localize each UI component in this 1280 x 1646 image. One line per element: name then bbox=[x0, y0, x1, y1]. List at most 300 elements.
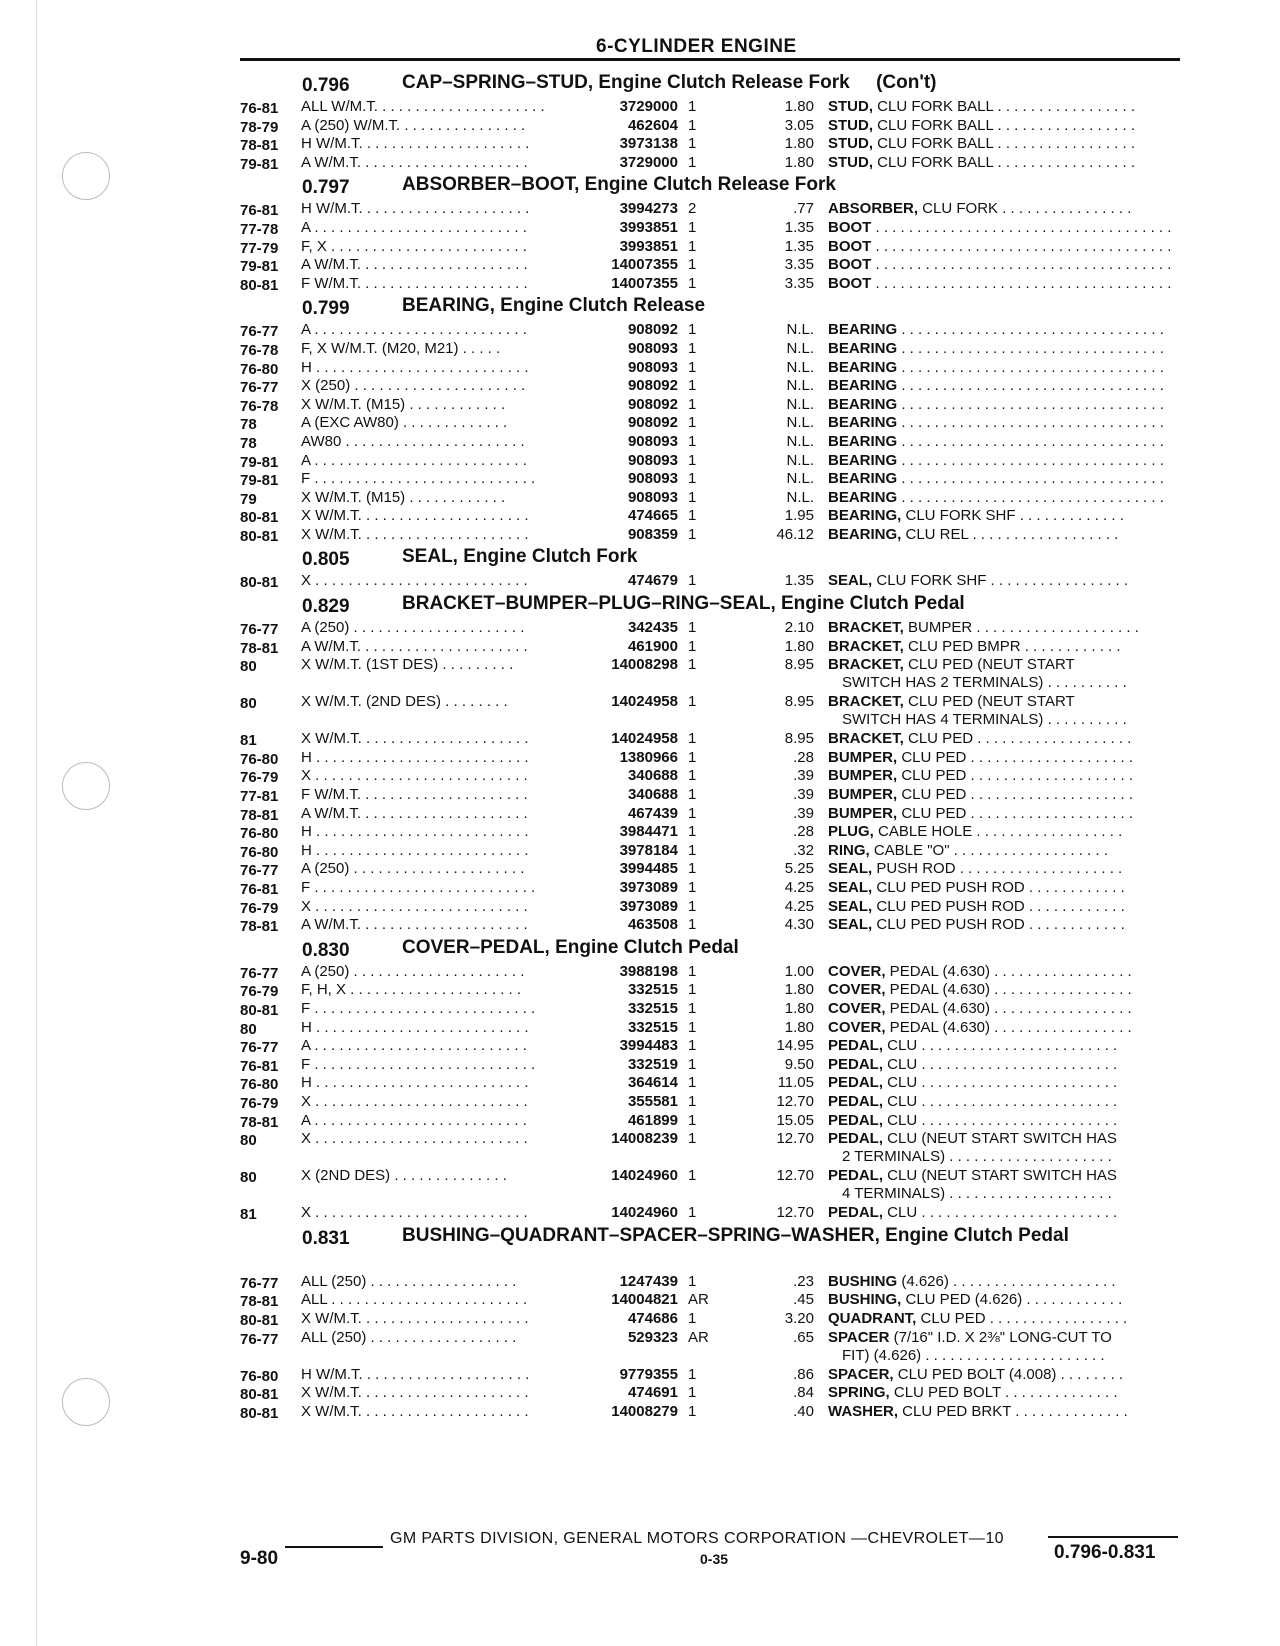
part-name: BRACKET, bbox=[828, 637, 904, 655]
part-detail: CLU PED BMPR . . . . . . . . . . . . bbox=[903, 637, 1121, 655]
part-description bbox=[828, 767, 1183, 785]
model-application: A . . . . . . . . . . . . . . . . . . . . . . . . . . bbox=[301, 1111, 527, 1129]
part-name: BEARING bbox=[828, 414, 898, 432]
part-number: 340688 bbox=[627, 767, 678, 785]
model-years: 79-81 bbox=[240, 472, 279, 490]
part-number: 908093 bbox=[627, 451, 678, 469]
model-application: F, X W/M.T. (M20, M21) . . . . . bbox=[301, 339, 501, 357]
part-name: SPACER bbox=[828, 1328, 890, 1346]
part-number: 3729000 bbox=[619, 153, 678, 171]
quantity: 1 bbox=[688, 395, 697, 413]
model-years: 76-77 bbox=[240, 1039, 279, 1057]
part-description bbox=[828, 200, 1183, 218]
part-description bbox=[828, 749, 1183, 767]
price: .23 bbox=[793, 1272, 814, 1290]
model-application: X W/M.T. . . . . . . . . . . . . . . . . . . . . bbox=[301, 525, 529, 543]
part-number: 14007355 bbox=[611, 256, 678, 274]
part-number: 908093 bbox=[627, 432, 678, 450]
model-application: X . . . . . . . . . . . . . . . . . . . . . . . . . . bbox=[301, 1204, 528, 1222]
part-name: BOOT bbox=[828, 274, 872, 292]
model-years: 76-77 bbox=[240, 621, 279, 639]
part-detail: CLU PED . . . . . . . . . . . . . . . . . . . . bbox=[897, 748, 1134, 766]
footer-group-range: 0.796-0.831 bbox=[1054, 1542, 1156, 1563]
quantity: 1 bbox=[688, 804, 697, 822]
part-detail: CLU PED . . . . . . . . . . . . . . . . . bbox=[916, 1309, 1128, 1327]
price: .28 bbox=[793, 748, 814, 766]
model-application: H W/M.T. . . . . . . . . . . . . . . . . . . . . bbox=[301, 1365, 530, 1383]
part-detail: CLU PED BRKT . . . . . . . . . . . . . . bbox=[898, 1402, 1128, 1420]
price: .39 bbox=[793, 786, 814, 804]
part-name: STUD, bbox=[828, 135, 873, 153]
model-years: 78-79 bbox=[240, 118, 279, 136]
part-description bbox=[828, 470, 1183, 488]
model-years: 76-80 bbox=[240, 1367, 279, 1385]
section-header bbox=[240, 546, 1185, 572]
part-row bbox=[240, 749, 1185, 768]
part-number: 1247439 bbox=[619, 1272, 678, 1290]
part-row bbox=[240, 452, 1185, 471]
quantity: 1 bbox=[688, 879, 697, 896]
model-years: 76-78 bbox=[240, 397, 279, 415]
section-title-text: BEARING, Engine Clutch Release bbox=[402, 295, 706, 317]
price: N.L. bbox=[786, 339, 814, 357]
part-description bbox=[828, 98, 1183, 116]
model-application: H . . . . . . . . . . . . . . . . . . . . . . . . . . bbox=[301, 358, 529, 376]
part-number: 3994485 bbox=[619, 860, 678, 878]
part-detail: . . . . . . . . . . . . . . . . . . . . . . . . . . . . . . . . bbox=[897, 432, 1164, 450]
part-detail: CLU . . . . . . . . . . . . . . . . . . . . . . . . bbox=[883, 1092, 1118, 1110]
part-name: STUD, bbox=[828, 116, 873, 134]
part-row bbox=[240, 693, 1185, 730]
model-years: 81 bbox=[240, 1206, 257, 1224]
quantity: 1 bbox=[688, 470, 697, 488]
part-number: 14007355 bbox=[611, 274, 678, 292]
quantity: 1 bbox=[688, 98, 697, 115]
section-title bbox=[402, 1225, 1142, 1247]
quantity: 1 bbox=[688, 1309, 697, 1327]
part-name: STUD, bbox=[828, 153, 873, 171]
quantity: 1 bbox=[688, 637, 697, 655]
quantity: 1 bbox=[688, 1384, 697, 1402]
part-description bbox=[828, 275, 1183, 293]
model-years: 79 bbox=[240, 490, 257, 508]
part-number: 908359 bbox=[627, 525, 678, 543]
model-application: X W/M.T. (1ST DES) . . . . . . . . . bbox=[301, 656, 514, 674]
section-number: 0.797 bbox=[302, 177, 350, 199]
price: N.L. bbox=[786, 321, 814, 339]
price: 46.12 bbox=[776, 525, 814, 543]
price: 1.35 bbox=[784, 218, 814, 236]
part-row bbox=[240, 321, 1185, 340]
punch-hole-top bbox=[62, 152, 110, 200]
part-number: 3988198 bbox=[619, 962, 678, 980]
part-number: 474665 bbox=[627, 507, 678, 525]
part-number: 14004821 bbox=[611, 1291, 678, 1309]
section-number: 0.796 bbox=[302, 75, 350, 96]
part-detail: CLU (NEUT START SWITCH HAS bbox=[883, 1167, 1117, 1185]
part-name: PEDAL, bbox=[828, 1130, 884, 1148]
part-number: 463508 bbox=[627, 916, 678, 934]
part-name: SEAL, bbox=[828, 860, 873, 878]
quantity: 1 bbox=[688, 507, 697, 525]
footer-page-number: 0-35 bbox=[700, 1551, 729, 1567]
part-number: 474686 bbox=[627, 1309, 678, 1327]
part-name: BEARING bbox=[828, 321, 898, 339]
part-row bbox=[240, 1130, 1185, 1167]
part-name: COVER, bbox=[828, 962, 886, 980]
part-detail: . . . . . . . . . . . . . . . . . . . . . . . . . . . . . . . . bbox=[897, 488, 1164, 506]
part-detail: CLU FORK . . . . . . . . . . . . . . . . bbox=[918, 200, 1132, 218]
model-years: 78-81 bbox=[240, 806, 279, 824]
part-number: 461899 bbox=[627, 1111, 678, 1129]
part-row bbox=[240, 433, 1185, 452]
part-name: COVER, bbox=[828, 1018, 886, 1036]
part-number: 908092 bbox=[627, 321, 678, 339]
section-title bbox=[402, 295, 1142, 317]
part-row bbox=[240, 1056, 1185, 1075]
part-row bbox=[240, 638, 1185, 657]
part-description bbox=[828, 860, 1183, 878]
part-row bbox=[240, 981, 1185, 1000]
part-name: SEAL, bbox=[828, 879, 873, 896]
model-years: 76-79 bbox=[240, 983, 279, 1001]
part-detail: CLU . . . . . . . . . . . . . . . . . . . . . . . . bbox=[883, 1055, 1118, 1073]
model-years: 78-81 bbox=[240, 918, 279, 936]
part-detail: CLU PED . . . . . . . . . . . . . . . . . . . . bbox=[897, 804, 1134, 822]
part-detail: CLU FORK BALL . . . . . . . . . . . . . . . . . bbox=[873, 135, 1136, 153]
part-row bbox=[240, 414, 1185, 433]
model-application: X W/M.T. . . . . . . . . . . . . . . . . . . . . bbox=[301, 1309, 529, 1327]
price: 1.00 bbox=[784, 962, 814, 980]
part-number: 364614 bbox=[627, 1074, 678, 1092]
part-name: COVER, bbox=[828, 981, 886, 999]
part-name: WASHER, bbox=[828, 1402, 899, 1420]
model-application: X . . . . . . . . . . . . . . . . . . . . . . . . . . bbox=[301, 767, 528, 785]
price: 4.25 bbox=[784, 879, 814, 896]
part-number: 908093 bbox=[627, 488, 678, 506]
model-years: 79-81 bbox=[240, 258, 279, 276]
quantity: 1 bbox=[688, 339, 697, 357]
part-name: BEARING bbox=[828, 339, 898, 357]
model-years: 80 bbox=[240, 695, 257, 713]
model-years: 77-81 bbox=[240, 788, 279, 806]
part-description bbox=[828, 414, 1183, 432]
price: .39 bbox=[793, 804, 814, 822]
part-description bbox=[828, 359, 1183, 377]
model-years: 78 bbox=[240, 434, 257, 452]
part-description bbox=[828, 1403, 1183, 1421]
part-detail: PEDAL (4.630) . . . . . . . . . . . . . . . . . bbox=[885, 962, 1132, 980]
part-name: BUMPER, bbox=[828, 786, 898, 804]
quantity: 1 bbox=[688, 525, 697, 543]
model-application: ALL . . . . . . . . . . . . . . . . . . . . . . . . bbox=[301, 1291, 528, 1309]
part-row bbox=[240, 786, 1185, 805]
part-row bbox=[240, 1204, 1185, 1223]
model-years: 76-77 bbox=[240, 1274, 279, 1292]
title-rule bbox=[240, 58, 1180, 61]
model-application: H . . . . . . . . . . . . . . . . . . . . . . . . . . bbox=[301, 1018, 529, 1036]
model-application: ALL W/M.T. . . . . . . . . . . . . . . . . . . . . bbox=[301, 98, 545, 115]
part-description bbox=[828, 396, 1183, 414]
quantity: 1 bbox=[688, 1037, 697, 1055]
model-years: 76-79 bbox=[240, 1094, 279, 1112]
part-detail: CLU . . . . . . . . . . . . . . . . . . . . . . . . bbox=[883, 1037, 1118, 1055]
footer-rule-left bbox=[285, 1546, 383, 1548]
quantity: 1 bbox=[688, 656, 697, 674]
part-number: 14008298 bbox=[611, 656, 678, 674]
part-detail: CABLE "O" . . . . . . . . . . . . . . . . . . . bbox=[869, 841, 1108, 859]
model-years: 76-77 bbox=[240, 862, 279, 880]
part-name: BEARING bbox=[828, 432, 898, 450]
quantity: 1 bbox=[688, 274, 697, 292]
part-description bbox=[828, 433, 1183, 451]
part-description bbox=[828, 963, 1183, 981]
part-row bbox=[240, 1074, 1185, 1093]
part-row bbox=[240, 470, 1185, 489]
model-application: X W/M.T. (M15) . . . . . . . . . . . . bbox=[301, 395, 506, 413]
part-detail: CLU PED . . . . . . . . . . . . . . . . . . . bbox=[903, 730, 1132, 748]
part-detail: CLU REL . . . . . . . . . . . . . . . . . . bbox=[901, 525, 1119, 543]
model-years: 76-79 bbox=[240, 769, 279, 787]
part-row bbox=[240, 1112, 1185, 1131]
part-number: 3994483 bbox=[619, 1037, 678, 1055]
part-number: 9779355 bbox=[619, 1365, 678, 1383]
quantity: 1 bbox=[688, 730, 697, 748]
part-description bbox=[828, 1204, 1183, 1222]
part-row bbox=[240, 805, 1185, 824]
part-number: 14024960 bbox=[611, 1167, 678, 1185]
part-detail: CLU PED . . . . . . . . . . . . . . . . . . . . bbox=[897, 786, 1134, 804]
part-name: BRACKET, bbox=[828, 693, 904, 711]
part-name: BOOT bbox=[828, 256, 872, 274]
model-years: 80 bbox=[240, 1169, 257, 1187]
price: .86 bbox=[793, 1365, 814, 1383]
model-application: F W/M.T. . . . . . . . . . . . . . . . . . . . . bbox=[301, 786, 528, 804]
page-title: 6-CYLINDER ENGINE bbox=[596, 36, 797, 57]
price: 1.35 bbox=[784, 237, 814, 255]
section-header bbox=[240, 72, 1185, 98]
part-name: SEAL, bbox=[828, 572, 873, 590]
price: .84 bbox=[793, 1384, 814, 1402]
model-application: F, X . . . . . . . . . . . . . . . . . . . . . . . . bbox=[301, 237, 527, 255]
part-row bbox=[240, 842, 1185, 861]
part-name: SEAL, bbox=[828, 897, 873, 915]
footer-date: 9-80 bbox=[240, 1548, 279, 1569]
part-row bbox=[240, 767, 1185, 786]
part-name: PEDAL, bbox=[828, 1055, 884, 1073]
model-application: F W/M.T. . . . . . . . . . . . . . . . . . . . . bbox=[301, 274, 528, 292]
part-row bbox=[240, 1093, 1185, 1112]
part-description bbox=[828, 1310, 1183, 1328]
part-number: 462604 bbox=[627, 116, 678, 134]
part-detail: CLU FORK BALL . . . . . . . . . . . . . . . . . bbox=[873, 116, 1136, 134]
model-application: H W/M.T. . . . . . . . . . . . . . . . . . . . . bbox=[301, 135, 530, 153]
model-years: 80 bbox=[240, 1020, 257, 1038]
section-header bbox=[240, 295, 1185, 321]
model-application: A . . . . . . . . . . . . . . . . . . . . . . . . . . bbox=[301, 218, 527, 236]
part-name: BRACKET, bbox=[828, 730, 904, 748]
part-detail: . . . . . . . . . . . . . . . . . . . . . . . . . . . . . . . . . . . . bbox=[871, 256, 1172, 274]
price: 4.30 bbox=[784, 916, 814, 934]
part-description-continued: 2 TERMINALS) . . . . . . . . . . . . . . . . . . . . bbox=[842, 1148, 1112, 1166]
part-description bbox=[828, 1329, 1183, 1347]
part-description bbox=[828, 842, 1183, 860]
quantity: 1 bbox=[688, 860, 697, 878]
section-number: 0.799 bbox=[302, 298, 350, 320]
quantity: 1 bbox=[688, 962, 697, 980]
model-application: A (EXC AW80) . . . . . . . . . . . . . bbox=[301, 414, 508, 432]
section-title-text: BUSHING–QUADRANT–SPACER–SPRING–WASHER, Engine Clutch Pedal bbox=[402, 1224, 1069, 1246]
quantity: 1 bbox=[688, 619, 697, 637]
part-description bbox=[828, 619, 1183, 637]
price: 1.35 bbox=[784, 572, 814, 590]
model-application: ALL (250) . . . . . . . . . . . . . . . . . . bbox=[301, 1272, 517, 1290]
part-number: 14024958 bbox=[611, 693, 678, 711]
price: 1.80 bbox=[784, 153, 814, 171]
part-detail: PUSH ROD . . . . . . . . . . . . . . . . . . . . bbox=[872, 860, 1123, 878]
section-title bbox=[402, 546, 1142, 568]
part-description bbox=[828, 238, 1183, 256]
model-application: H . . . . . . . . . . . . . . . . . . . . . . . . . . bbox=[301, 841, 529, 859]
part-detail: . . . . . . . . . . . . . . . . . . . . . . . . . . . . . . . . bbox=[897, 414, 1164, 432]
quantity: 1 bbox=[688, 414, 697, 432]
part-detail: CLU . . . . . . . . . . . . . . . . . . . . . . . . bbox=[883, 1074, 1118, 1092]
part-detail: CLU FORK SHF . . . . . . . . . . . . . . . . . bbox=[872, 572, 1129, 590]
model-application: X W/M.T. . . . . . . . . . . . . . . . . . . . . bbox=[301, 730, 529, 748]
part-row bbox=[240, 340, 1185, 359]
part-detail: . . . . . . . . . . . . . . . . . . . . . . . . . . . . . . . . bbox=[897, 395, 1164, 413]
punch-hole-bottom bbox=[62, 1378, 110, 1426]
part-description bbox=[828, 786, 1183, 804]
part-description bbox=[828, 1366, 1183, 1384]
price: 12.70 bbox=[776, 1167, 814, 1185]
price: 8.95 bbox=[784, 693, 814, 711]
model-application: X . . . . . . . . . . . . . . . . . . . . . . . . . . bbox=[301, 1130, 528, 1148]
part-detail: . . . . . . . . . . . . . . . . . . . . . . . . . . . . . . . . . . . . bbox=[871, 274, 1172, 292]
model-years: 76-81 bbox=[240, 881, 279, 898]
part-row bbox=[240, 238, 1185, 257]
part-detail: PEDAL (4.630) . . . . . . . . . . . . . . . . . bbox=[885, 999, 1132, 1017]
model-years: 80-81 bbox=[240, 1386, 279, 1404]
part-description bbox=[828, 135, 1183, 153]
section-title-text: COVER–PEDAL, Engine Clutch Pedal bbox=[402, 936, 739, 958]
section-number: 0.830 bbox=[302, 939, 350, 961]
model-application: A W/M.T. . . . . . . . . . . . . . . . . . . . . bbox=[301, 804, 528, 822]
model-application: A . . . . . . . . . . . . . . . . . . . . . . . . . . bbox=[301, 451, 527, 469]
part-description bbox=[828, 526, 1183, 544]
price: 15.05 bbox=[776, 1111, 814, 1129]
part-number: 3994273 bbox=[619, 200, 678, 218]
model-application: A W/M.T. . . . . . . . . . . . . . . . . . . . . bbox=[301, 256, 528, 274]
part-number: 332515 bbox=[627, 1018, 678, 1036]
part-row bbox=[240, 1329, 1185, 1366]
part-number: 3993851 bbox=[619, 237, 678, 255]
part-description-continued: FIT) (4.626) . . . . . . . . . . . . . . . . . . . . . . bbox=[842, 1346, 1105, 1364]
quantity: 1 bbox=[688, 999, 697, 1017]
price: 1.80 bbox=[784, 1018, 814, 1036]
model-years: 76-80 bbox=[240, 843, 279, 861]
part-row bbox=[240, 117, 1185, 136]
quantity: 1 bbox=[688, 823, 697, 841]
part-number: 14008279 bbox=[611, 1402, 678, 1420]
price: .28 bbox=[793, 823, 814, 841]
model-years: 78-81 bbox=[240, 639, 279, 657]
part-description bbox=[828, 730, 1183, 748]
part-row bbox=[240, 200, 1185, 219]
model-application: AW80 . . . . . . . . . . . . . . . . . . . . . . bbox=[301, 432, 525, 450]
model-years: 78-81 bbox=[240, 1293, 279, 1311]
price: 3.05 bbox=[784, 116, 814, 134]
model-application: A . . . . . . . . . . . . . . . . . . . . . . . . . . bbox=[301, 321, 527, 339]
quantity: 1 bbox=[688, 1092, 697, 1110]
part-row bbox=[240, 275, 1185, 294]
price: 4.25 bbox=[784, 897, 814, 915]
part-name: BUSHING, bbox=[828, 1291, 902, 1309]
part-number: 474691 bbox=[627, 1384, 678, 1402]
part-name: BEARING bbox=[828, 451, 898, 469]
model-application: X W/M.T. (M15) . . . . . . . . . . . . bbox=[301, 488, 506, 506]
quantity: 1 bbox=[688, 916, 697, 934]
part-description bbox=[828, 1273, 1183, 1291]
part-name: BUMPER, bbox=[828, 767, 898, 785]
model-years: 80-81 bbox=[240, 1311, 279, 1329]
model-years: 78-81 bbox=[240, 137, 279, 155]
quantity: 1 bbox=[688, 1018, 697, 1036]
part-number: 908092 bbox=[627, 414, 678, 432]
part-name: BEARING bbox=[828, 395, 898, 413]
model-years: 76-77 bbox=[240, 323, 279, 341]
price: 9.50 bbox=[784, 1055, 814, 1073]
model-years: 76-80 bbox=[240, 360, 279, 378]
model-years: 80-81 bbox=[240, 276, 279, 294]
section-title-text: SEAL, Engine Clutch Fork bbox=[402, 546, 638, 568]
part-description bbox=[828, 1056, 1183, 1074]
model-years: 79-81 bbox=[240, 453, 279, 471]
part-number: 908093 bbox=[627, 470, 678, 488]
part-number: 340688 bbox=[627, 786, 678, 804]
model-application: F . . . . . . . . . . . . . . . . . . . . . . . . . . . bbox=[301, 1055, 536, 1073]
part-detail: . . . . . . . . . . . . . . . . . . . . . . . . . . . . . . . . . . . . bbox=[871, 218, 1172, 236]
part-row bbox=[240, 1037, 1185, 1056]
quantity: 1 bbox=[688, 897, 697, 915]
binder-margin-line bbox=[36, 0, 37, 1646]
punch-hole-middle bbox=[62, 762, 110, 810]
quantity: 1 bbox=[688, 321, 697, 339]
section-title-text: ABSORBER–BOOT, Engine Clutch Release Fork bbox=[402, 174, 836, 196]
price: N.L. bbox=[786, 451, 814, 469]
model-application: X W/M.T. (2ND DES) . . . . . . . . bbox=[301, 693, 508, 711]
parts-catalog-body bbox=[240, 70, 1185, 1421]
part-description bbox=[828, 1167, 1183, 1185]
part-row bbox=[240, 1384, 1185, 1403]
quantity: 1 bbox=[688, 1365, 697, 1383]
part-detail: . . . . . . . . . . . . . . . . . . . . . . . . . . . . . . . . bbox=[897, 339, 1164, 357]
part-number: 332515 bbox=[627, 999, 678, 1017]
model-application: F . . . . . . . . . . . . . . . . . . . . . . . . . . . bbox=[301, 999, 536, 1017]
part-description bbox=[828, 1093, 1183, 1111]
quantity: 1 bbox=[688, 135, 697, 153]
quantity: 1 bbox=[688, 358, 697, 376]
part-description bbox=[828, 898, 1183, 916]
quantity: 1 bbox=[688, 981, 697, 999]
price: .40 bbox=[793, 1402, 814, 1420]
part-row bbox=[240, 823, 1185, 842]
part-description bbox=[828, 638, 1183, 656]
price: N.L. bbox=[786, 395, 814, 413]
model-application: H W/M.T. . . . . . . . . . . . . . . . . . . . . bbox=[301, 200, 530, 218]
model-years: 76-80 bbox=[240, 825, 279, 843]
part-name: BUSHING bbox=[828, 1272, 898, 1290]
